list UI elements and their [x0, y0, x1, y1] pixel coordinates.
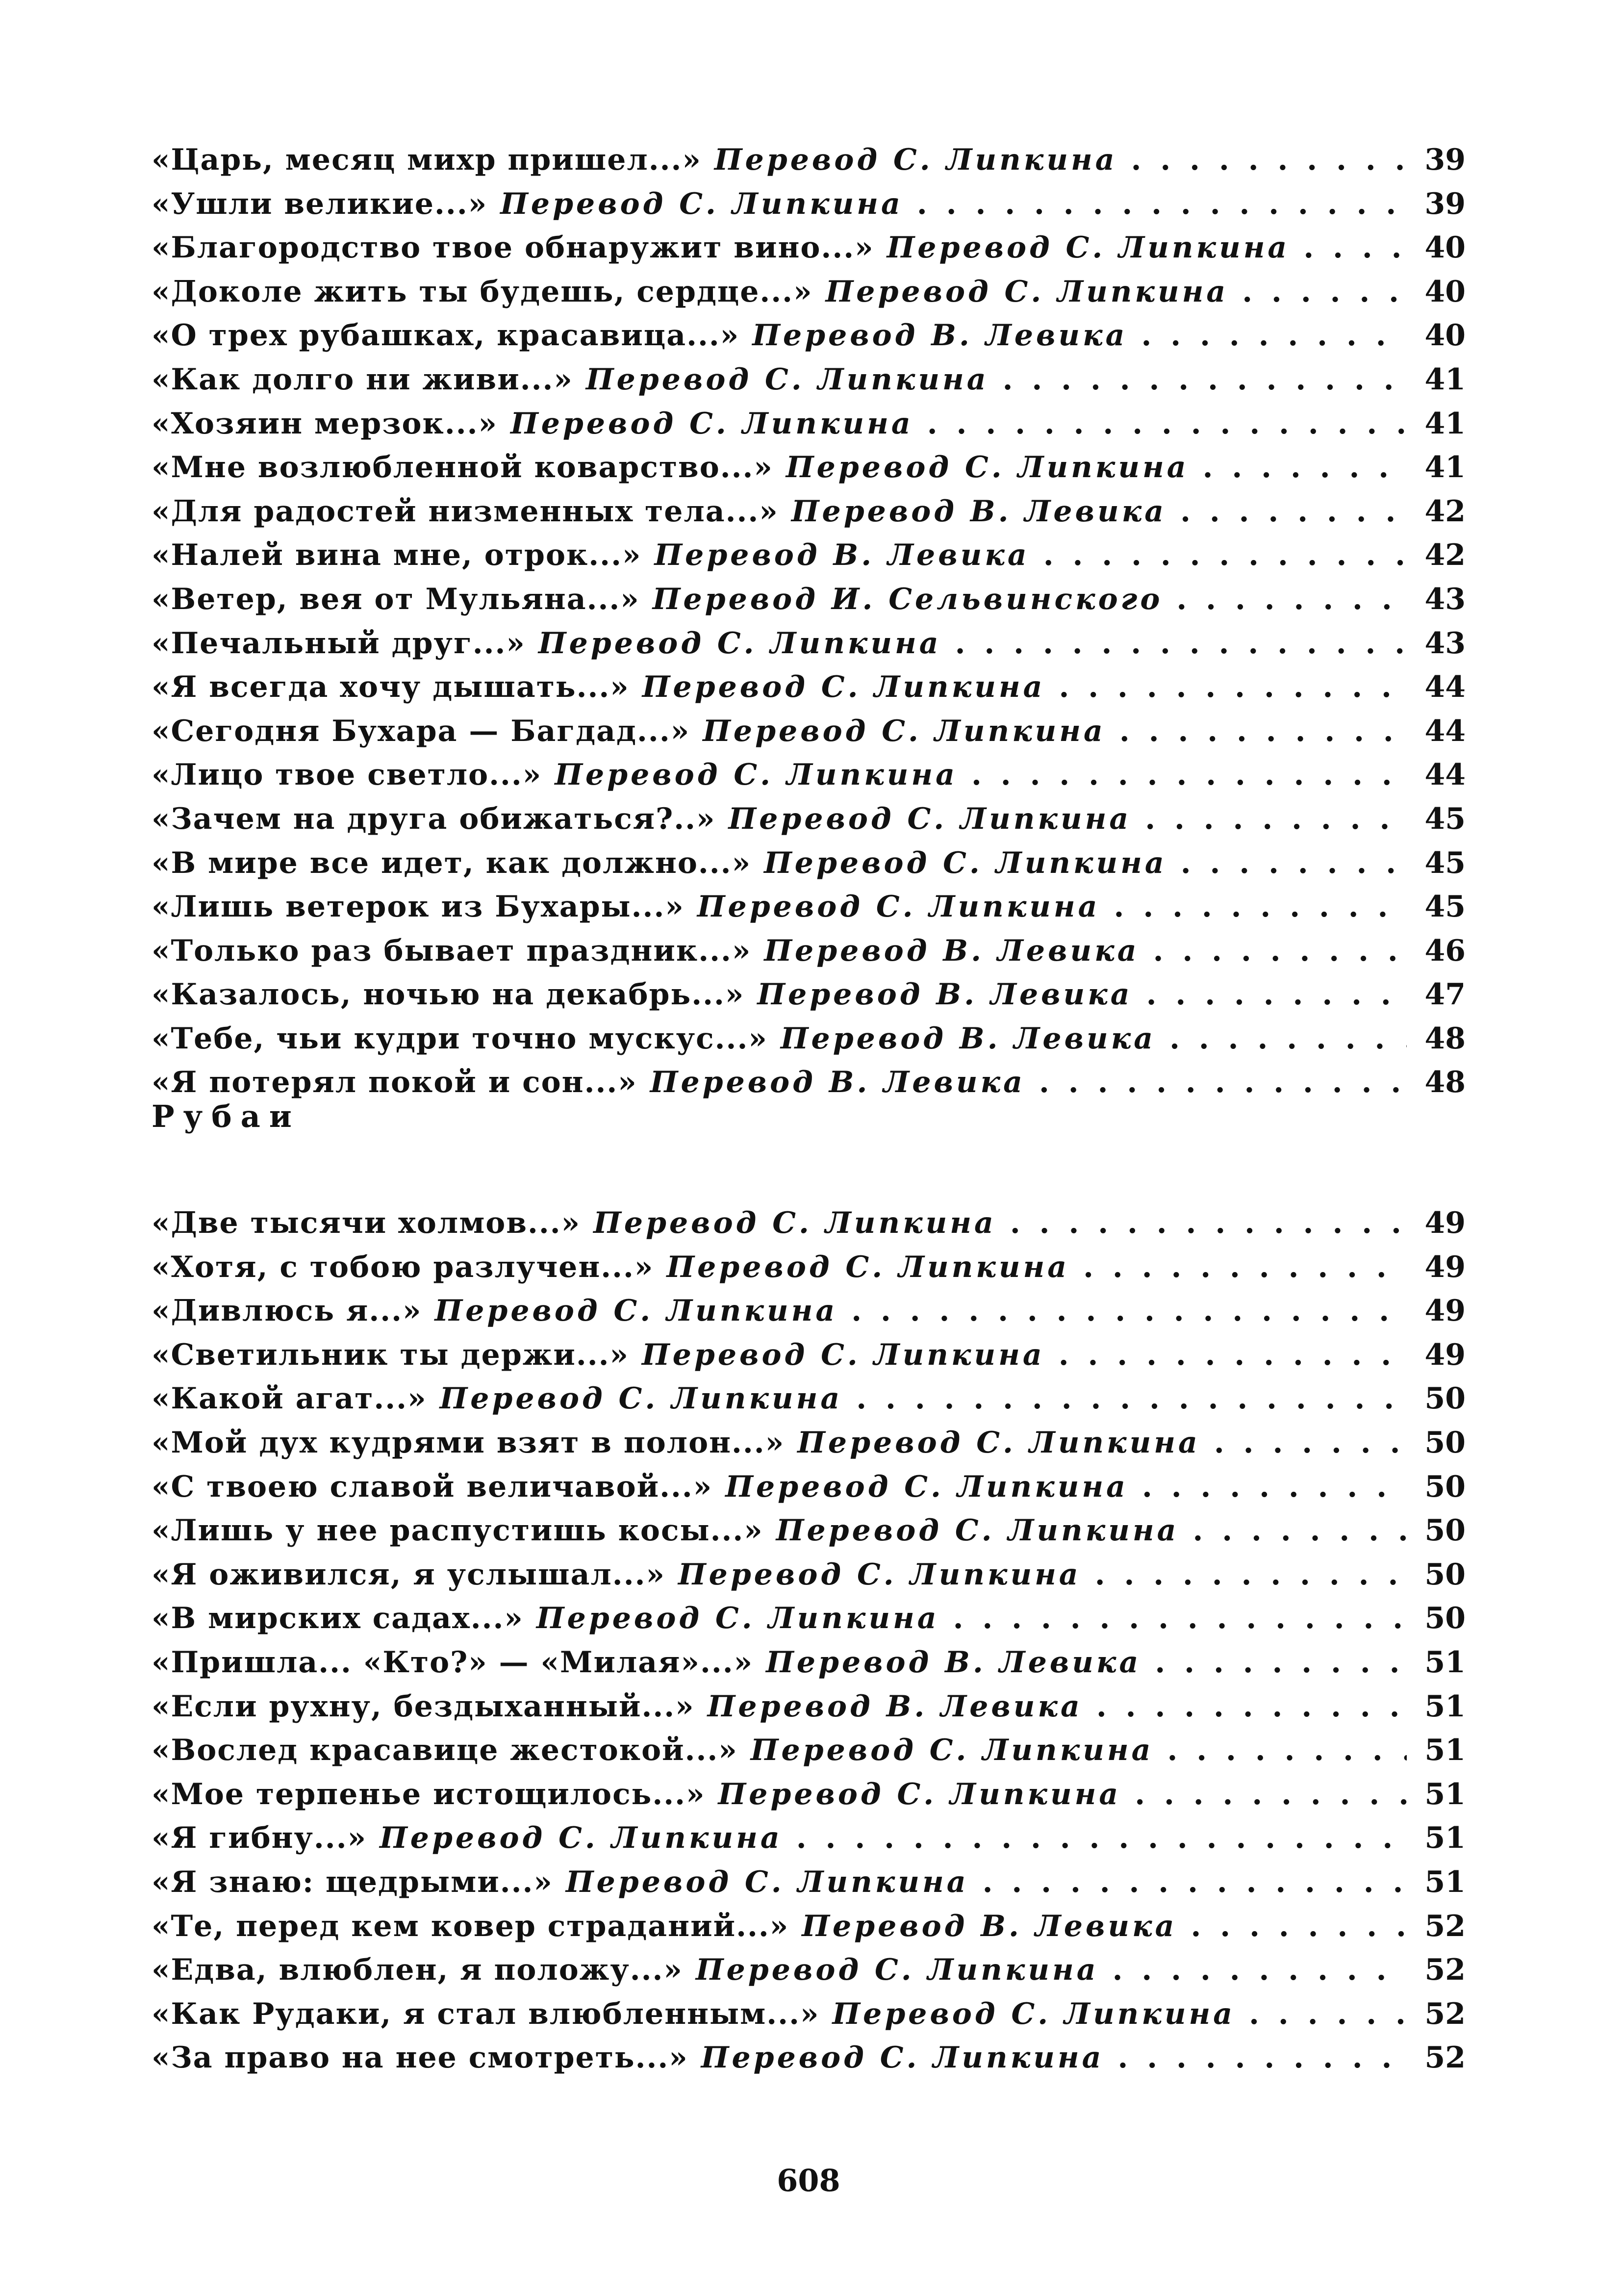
toc-entry [152, 402, 1466, 446]
entry-title: «Едва, влюблен, я положу...» [152, 1953, 683, 1988]
entry-page-number: 45 [1424, 845, 1466, 880]
toc-entry [152, 1553, 1466, 1597]
entry-page-number: 40 [1424, 230, 1466, 265]
entry-translator: Перевод В. Левика [791, 494, 1167, 529]
entry-translator: Перевод С. Липкина [697, 890, 1100, 924]
entry-title: «С твоею славой величавой...» [152, 1469, 713, 1504]
entry-translator: Перевод С. Липкина [434, 1294, 838, 1328]
toc-entry [152, 1948, 1466, 1992]
dot-leader [1191, 1905, 1407, 1949]
entry-translator: Перевод В. Левика [752, 318, 1128, 353]
toc-entry [152, 2036, 1466, 2080]
entry-title: «Дивлюсь я...» [152, 1294, 422, 1328]
dot-leader [1169, 1017, 1407, 1061]
entry-translator: Перевод С. Липкина [565, 1864, 969, 1899]
entry-title: «Сегодня Бухара — Багдад...» [152, 714, 690, 748]
entry-title: «Зачем на друга обижаться?..» [152, 801, 716, 836]
entry-title: «Казалось, ночью на декабрь...» [152, 977, 745, 1012]
dot-leader [1145, 797, 1407, 842]
toc-entry [152, 1017, 1466, 1061]
entry-title: «В мирских садах...» [152, 1601, 524, 1636]
entry-title: «Вослед красавице жестокой...» [152, 1733, 738, 1768]
entry-title: «Я знаю: щедрыми...» [152, 1864, 553, 1899]
entry-title: «Для радостей низменных тела...» [152, 494, 779, 529]
entry-translator: Перевод С. Липкина [510, 406, 913, 441]
dot-leader [955, 622, 1407, 666]
entry-translator: Перевод С. Липкина [725, 1469, 1128, 1504]
entry-page-number: 50 [1424, 1469, 1466, 1504]
entry-page-number: 48 [1424, 1065, 1466, 1100]
dot-leader [1142, 1465, 1407, 1509]
dot-leader [1059, 1333, 1407, 1378]
entry-translator: Перевод В. Левика [650, 1065, 1026, 1100]
entry-translator: Перевод С. Липкина [718, 1777, 1121, 1811]
entry-page-number: 50 [1424, 1425, 1466, 1460]
entry-page-number: 47 [1424, 977, 1466, 1012]
toc-entry [152, 753, 1466, 797]
toc-entry [152, 929, 1466, 973]
entry-title: «Ушли великие...» [152, 186, 488, 221]
entry-page-number: 39 [1424, 186, 1466, 221]
toc-entry [152, 973, 1466, 1017]
dot-leader [983, 1861, 1407, 1905]
entry-page-number: 52 [1424, 1996, 1466, 2031]
entry-translator: Перевод С. Липкина [703, 714, 1106, 748]
dot-leader [1131, 138, 1407, 182]
toc-entry [152, 1861, 1466, 1905]
entry-page-number: 52 [1424, 1909, 1466, 1943]
entry-page-number: 49 [1424, 1294, 1466, 1328]
toc-entry [152, 885, 1466, 929]
toc-entry [152, 1333, 1466, 1378]
entry-translator: Перевод С. Липкина [887, 230, 1290, 265]
entry-title: «Мое терпенье истощилось...» [152, 1777, 706, 1811]
entry-translator: Перевод В. Левика [707, 1689, 1083, 1724]
toc-entry [152, 1641, 1466, 1685]
dot-leader [1153, 929, 1407, 973]
dot-leader [971, 753, 1407, 797]
dot-leader [1114, 885, 1407, 929]
section-heading-rubai: Рубаи [152, 1098, 301, 1134]
toc-entry [152, 1773, 1466, 1817]
toc-entry [152, 710, 1466, 754]
entry-translator: Перевод В. Левика [766, 1645, 1141, 1680]
entry-translator: Перевод С. Липкина [695, 1953, 1099, 1988]
entry-title: «Хозяин мерзок...» [152, 406, 498, 441]
entry-title: «Те, перед кем ковер страданий...» [152, 1909, 789, 1943]
entry-page-number: 51 [1424, 1689, 1466, 1724]
dot-leader [1083, 1246, 1407, 1290]
toc-entry [152, 578, 1466, 622]
entry-translator: Перевод В. Левика [757, 977, 1133, 1012]
toc-entry [152, 358, 1466, 402]
dot-leader [1180, 490, 1407, 534]
dot-leader [1167, 1729, 1407, 1773]
entry-title: «В мире все идет, как должно...» [152, 845, 752, 880]
entry-title: «Печальный друг...» [152, 626, 526, 661]
entry-translator: Перевод С. Липкина [642, 670, 1045, 705]
entry-translator: Перевод С. Липкина [536, 1601, 939, 1636]
entry-title: «Я всегда хочу дышать...» [152, 670, 630, 705]
entry-page-number: 46 [1424, 933, 1466, 968]
entry-title: «Мне возлюбленной коварство...» [152, 450, 773, 485]
toc-entry [152, 138, 1466, 182]
dot-leader [1095, 1553, 1407, 1597]
entry-title: «Пришла... «Кто?» — «Милая»...» [152, 1645, 754, 1680]
toc-entry [152, 622, 1466, 666]
toc-entry [152, 1465, 1466, 1509]
entry-page-number: 50 [1424, 1601, 1466, 1636]
entry-translator: Перевод С. Липкина [538, 626, 941, 661]
dot-leader [1113, 1948, 1407, 1992]
entry-page-number: 51 [1424, 1821, 1466, 1856]
entry-page-number: 43 [1424, 582, 1466, 616]
entry-page-number: 49 [1424, 1206, 1466, 1240]
entry-page-number: 39 [1424, 143, 1466, 177]
dot-leader [1096, 1685, 1407, 1729]
entry-page-number: 50 [1424, 1381, 1466, 1416]
toc-entry [152, 1816, 1466, 1861]
toc-entry [152, 1246, 1466, 1290]
dot-leader [1249, 1992, 1407, 2037]
toc-entry [152, 665, 1466, 710]
entry-title: «Благородство твое обнаружит вино...» [152, 230, 874, 265]
toc-entry [152, 314, 1466, 358]
entry-translator: Перевод С. Липкина [764, 845, 1167, 880]
dot-leader [953, 1597, 1407, 1641]
entry-title: «Доколе жить ты будешь, сердце...» [152, 274, 813, 309]
dot-leader [1043, 534, 1407, 578]
entry-translator: Перевод В. Левика [802, 1909, 1177, 1943]
entry-page-number: 50 [1424, 1513, 1466, 1548]
toc-entry [152, 797, 1466, 842]
toc-entry [152, 1992, 1466, 2037]
entry-title: «Мой дух кудрями взят в полон...» [152, 1425, 785, 1460]
entry-title: «Две тысячи холмов...» [152, 1206, 581, 1240]
entry-translator: Перевод С. Липкина [555, 758, 958, 792]
entry-page-number: 48 [1424, 1021, 1466, 1056]
entry-page-number: 49 [1424, 1250, 1466, 1284]
entry-page-number: 45 [1424, 890, 1466, 924]
entry-page-number: 44 [1424, 714, 1466, 748]
entry-title: «Я оживился, я услышал...» [152, 1557, 665, 1592]
dot-leader [1119, 710, 1407, 754]
toc-list-poems [152, 138, 1466, 1105]
dot-leader [856, 1377, 1407, 1421]
toc-entry [152, 1597, 1466, 1641]
dot-leader [927, 402, 1407, 446]
entry-page-number: 44 [1424, 758, 1466, 792]
entry-page-number: 45 [1424, 801, 1466, 836]
dot-leader [1010, 1201, 1407, 1246]
entry-translator: Перевод С. Липкина [593, 1206, 996, 1240]
dot-leader [1214, 1421, 1407, 1465]
dot-leader [796, 1816, 1407, 1861]
entry-page-number: 44 [1424, 670, 1466, 705]
dot-leader [1193, 1509, 1407, 1553]
toc-entry [152, 1289, 1466, 1333]
toc-entry [152, 1201, 1466, 1246]
toc-entry [152, 534, 1466, 578]
dot-leader [1203, 446, 1407, 490]
dot-leader [1141, 314, 1407, 358]
toc-entry [152, 842, 1466, 886]
entry-title: «Как Рудаки, я стал влюбленным...» [152, 1996, 820, 2031]
entry-translator: Перевод С. Липкина [797, 1425, 1200, 1460]
entry-title: «Лицо твое светло...» [152, 758, 542, 792]
page-number: 608 [777, 2163, 840, 2198]
entry-translator: Перевод С. Липкина [832, 1996, 1236, 2031]
entry-title: «Лишь у нее распустишь косы...» [152, 1513, 763, 1548]
entry-page-number: 50 [1424, 1557, 1466, 1592]
entry-title: «Лишь ветерок из Бухары...» [152, 890, 684, 924]
entry-page-number: 52 [1424, 2041, 1466, 2075]
dot-leader [1176, 578, 1407, 622]
toc-entry [152, 1685, 1466, 1729]
entry-title: «Царь, месяц михр пришел...» [152, 143, 702, 177]
entry-title: «Я гибну...» [152, 1821, 367, 1856]
dot-leader [1303, 226, 1407, 270]
entry-translator: Перевод С. Липкина [701, 2041, 1104, 2075]
dot-leader [1135, 1773, 1407, 1817]
entry-page-number: 49 [1424, 1337, 1466, 1372]
toc-list-rubai [152, 1201, 1466, 2080]
entry-translator: Перевод С. Липкина [585, 362, 989, 397]
entry-translator: Перевод С. Липкина [666, 1250, 1070, 1284]
entry-translator: Перевод С. Липкина [786, 450, 1189, 485]
entry-title: «Какой агат...» [152, 1381, 427, 1416]
entry-translator: Перевод С. Липкина [776, 1513, 1179, 1548]
entry-page-number: 51 [1424, 1777, 1466, 1811]
entry-translator: Перевод И. Сельвинского [652, 582, 1163, 616]
entry-title: «Если рухну, бездыханный...» [152, 1689, 695, 1724]
entry-translator: Перевод С. Липкина [642, 1337, 1045, 1372]
entry-page-number: 40 [1424, 318, 1466, 353]
toc-entry [152, 1061, 1466, 1105]
dot-leader [917, 182, 1407, 227]
entry-title: «О трех рубашках, красавица...» [152, 318, 740, 353]
entry-title: «Тебе, чьи кудри точно мускус...» [152, 1021, 768, 1056]
dot-leader [1146, 973, 1407, 1017]
book-page [152, 0, 1466, 2296]
dot-leader [1117, 2036, 1407, 2080]
dot-leader [1003, 358, 1407, 402]
entry-page-number: 42 [1424, 538, 1466, 573]
entry-page-number: 52 [1424, 1953, 1466, 1988]
entry-title: «За право на нее смотреть...» [152, 2041, 688, 2075]
entry-title: «Как долго ни живи...» [152, 362, 573, 397]
entry-title: «Налей вина мне, отрок...» [152, 538, 642, 573]
entry-page-number: 42 [1424, 494, 1466, 529]
entry-page-number: 51 [1424, 1645, 1466, 1680]
toc-entry [152, 1509, 1466, 1553]
entry-translator: Перевод В. Левика [780, 1021, 1156, 1056]
toc-entry [152, 1377, 1466, 1421]
entry-translator: Перевод С. Липкина [439, 1381, 843, 1416]
toc-entry [152, 226, 1466, 270]
entry-title: «Хотя, с тобою разлучен...» [152, 1250, 654, 1284]
toc-entry [152, 1905, 1466, 1949]
entry-page-number: 41 [1424, 406, 1466, 441]
dot-leader [1181, 842, 1407, 886]
toc-entry [152, 1421, 1466, 1465]
entry-translator: Перевод С. Липкина [678, 1557, 1081, 1592]
entry-translator: Перевод В. Левика [764, 933, 1140, 968]
entry-translator: Перевод С. Липкина [728, 801, 1132, 836]
toc-entry [152, 490, 1466, 534]
entry-translator: Перевод С. Липкина [750, 1733, 1154, 1768]
dot-leader [1155, 1641, 1407, 1685]
dot-leader [1242, 270, 1407, 314]
toc-entry [152, 270, 1466, 314]
toc-entry [152, 1729, 1466, 1773]
entry-translator: Перевод С. Липкина [500, 186, 903, 221]
dot-leader [851, 1289, 1407, 1333]
entry-page-number: 51 [1424, 1864, 1466, 1899]
entry-page-number: 51 [1424, 1733, 1466, 1768]
dot-leader [1039, 1061, 1407, 1105]
dot-leader [1059, 665, 1407, 710]
entry-translator: Перевод С. Липкина [714, 143, 1117, 177]
entry-translator: Перевод С. Липкина [825, 274, 1229, 309]
entry-translator: Перевод В. Левика [654, 538, 1030, 573]
toc-entry [152, 446, 1466, 490]
entry-page-number: 41 [1424, 362, 1466, 397]
toc-entry [152, 182, 1466, 227]
entry-title: «Светильник ты держи...» [152, 1337, 630, 1372]
entry-translator: Перевод С. Липкина [380, 1821, 783, 1856]
entry-page-number: 43 [1424, 626, 1466, 661]
entry-title: «Ветер, вея от Мульяна...» [152, 582, 640, 616]
entry-title: «Я потерял покой и сон...» [152, 1065, 637, 1100]
entry-page-number: 41 [1424, 450, 1466, 485]
entry-title: «Только раз бывает праздник...» [152, 933, 752, 968]
entry-page-number: 40 [1424, 274, 1466, 309]
